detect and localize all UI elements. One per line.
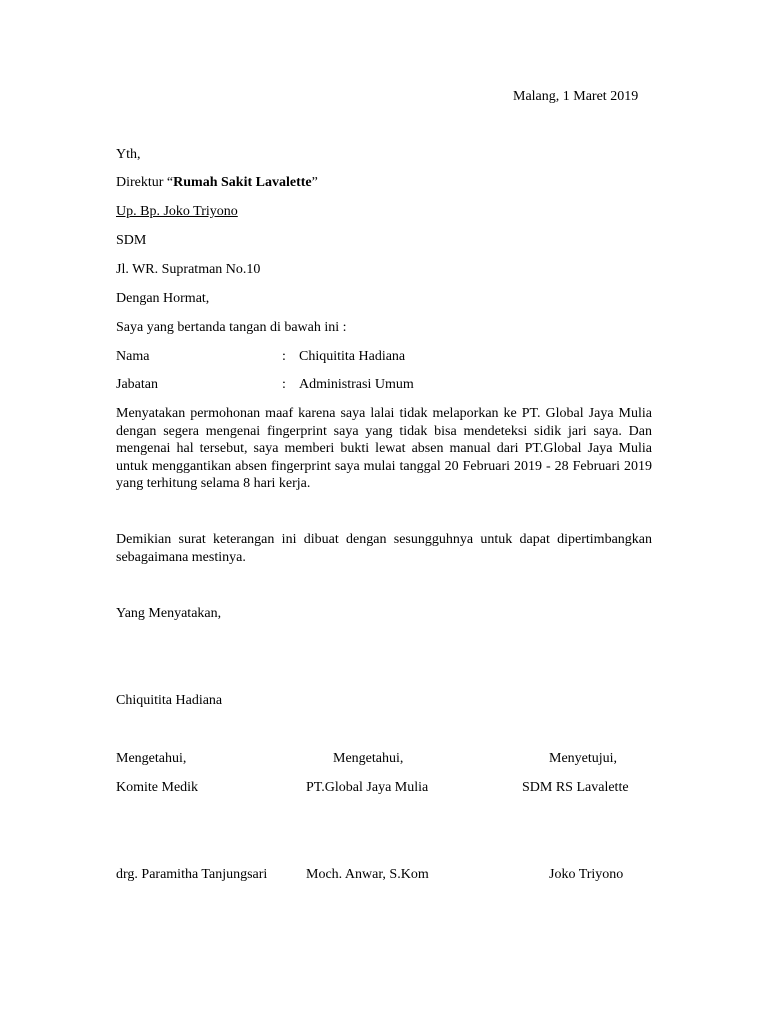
signatory-1-name: drg. Paramitha Tanjungsari: [116, 867, 268, 882]
signatory-2-name: Moch. Anwar, S.Kom: [306, 867, 429, 882]
signatory-1-org: Komite Medik: [116, 780, 199, 795]
body-paragraph: Menyatakan permohonan maaf karena saya lalai tidak melaporkan ke PT. Global Jaya Mulia dengan segera mengenai fingerprint saya yang tidak bisa mendeteksi sidik jari saya. Dan mengenai hal tersebut, saya memberi bukti lewat absen manual dari PT.Global Jaya Mulia untuk menggantikan absen fingerprint saya mulai tanggal 20 Februari 2019 - 28 Februari 2019 yang terhitung selama 8 hari kerja.: [116, 406, 652, 491]
director-suffix: ”: [311, 175, 318, 190]
identity-colon-position: :: [282, 377, 286, 392]
identity-colon-name: :: [282, 349, 286, 364]
declarant-name: Chiquitita Hadiana: [116, 693, 223, 708]
recipient-director-line: [116, 174, 318, 192]
signatory-3-role: Menyetujui,: [549, 751, 618, 766]
signatory-3-org: SDM RS Lavalette: [522, 780, 629, 795]
hospital-name: Rumah Sakit Lavalette: [173, 175, 312, 190]
declarant-label: Yang Menyatakan,: [116, 606, 222, 621]
department-line: SDM: [116, 233, 147, 248]
identity-value-name: Chiquitita Hadiana: [299, 349, 406, 364]
salutation: Yth,: [116, 147, 141, 162]
identity-label-name: Nama: [116, 349, 150, 364]
greeting: Dengan Hormat,: [116, 291, 210, 306]
identity-value-position: Administrasi Umum: [299, 377, 414, 392]
closing-paragraph: Demikian surat keterangan ini dibuat dengan sesungguhnya untuk dapat dipertimbangkan sebagaimana mestinya.: [116, 532, 652, 565]
address-line: Jl. WR. Supratman No.10: [116, 262, 261, 277]
signatory-2-role: Mengetahui,: [333, 751, 404, 766]
signatory-3-name: Joko Triyono: [549, 867, 624, 882]
attention-line: Up. Bp. Joko Triyono: [116, 204, 238, 219]
date-line: Malang, 1 Maret 2019: [513, 89, 639, 104]
signatory-1-role: Mengetahui,: [116, 751, 187, 766]
director-prefix: Direktur “: [116, 175, 174, 190]
signatory-2-org: PT.Global Jaya Mulia: [306, 780, 429, 795]
identity-label-position: Jabatan: [116, 377, 158, 392]
intro-line: Saya yang bertanda tangan di bawah ini :: [116, 320, 347, 335]
